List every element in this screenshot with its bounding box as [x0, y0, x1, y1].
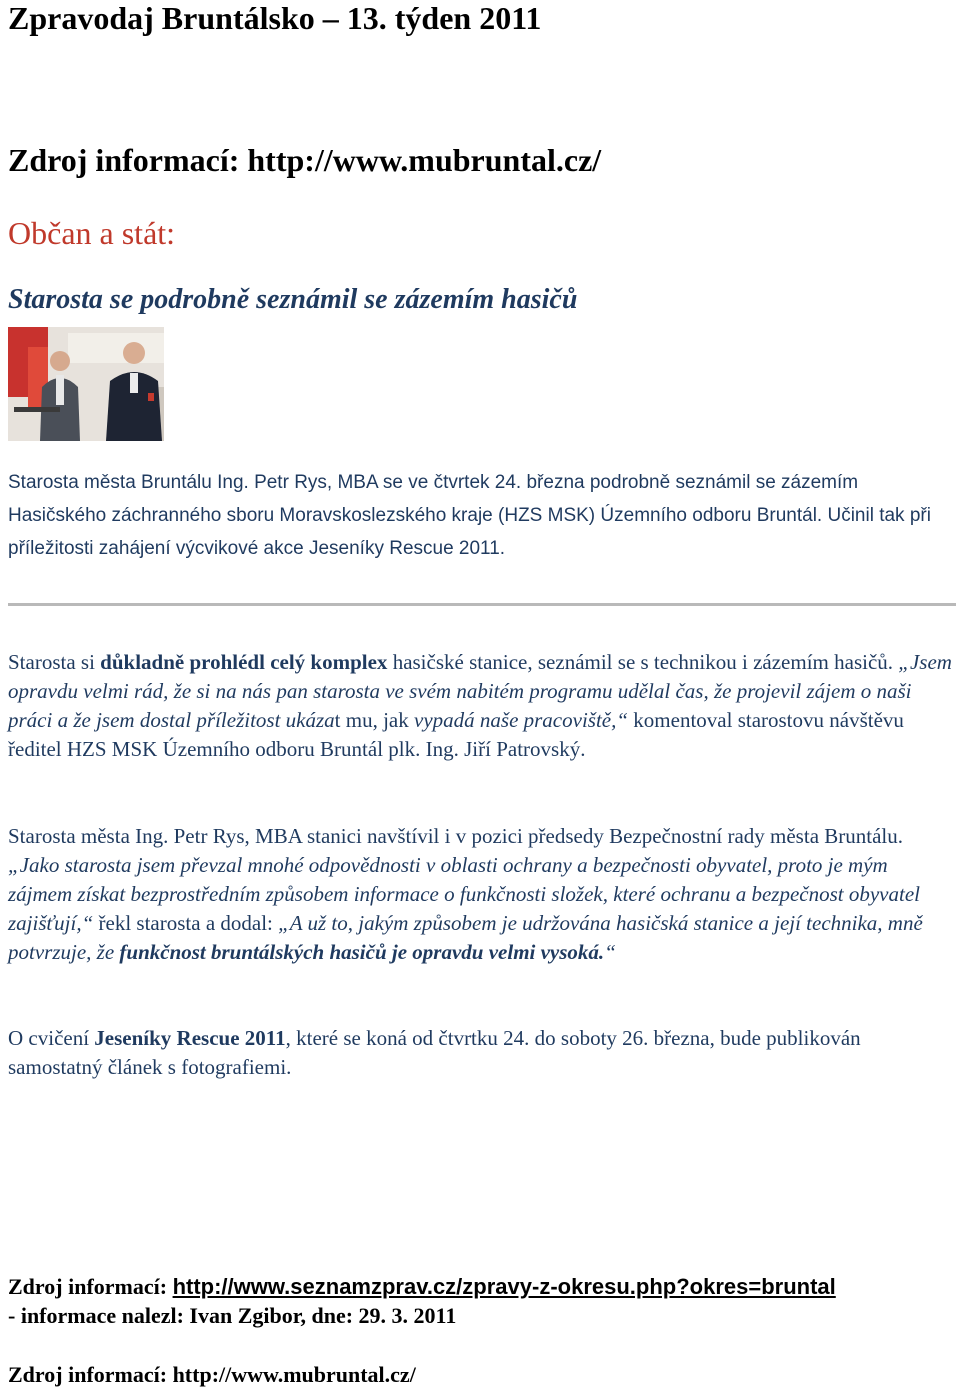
article-photo [8, 327, 164, 441]
source-line: Zdroj informací: http://www.mubruntal.cz/ [8, 142, 602, 178]
p1-text-a: Starosta si [8, 650, 101, 674]
p1-text-c: hasičské stanice, seznámil se s technikou i zázemím hasičů. [387, 650, 899, 674]
p1-quote: „Jsem opravdu velmi rád, že si na nás pan starosta ve svém nabitém programu udělal čas, že projevil zájem o naši práci a že jsem dostal příležitost ukáza [8, 650, 952, 732]
p2-quote-2: „A už to, jakým způsobem je udržována hasičská stanice a její technika, mně potvrzuje, že [8, 911, 923, 964]
p2-bold-italic: funkčnost bruntálských hasičů je opravdu velmi vysoká. [119, 940, 605, 964]
section-heading: Občan a stát: [8, 215, 176, 251]
p2-text-c: řekl starosta a dodal: [93, 911, 279, 935]
article-paragraph-2 [8, 822, 953, 967]
article-title: Starosta se podrobně seznámil se zázemím hasičů [8, 284, 578, 315]
p2-quote-end: “ [604, 940, 616, 964]
next-source-line: Zdroj informací: http://www.mubruntal.cz/ [8, 1362, 416, 1387]
p1-text-e: t mu, jak [334, 708, 414, 732]
newsletter-title: Zpravodaj Bruntálsko – 13. týden 2011 [8, 0, 542, 36]
p2-quote: „Jako starosta jsem převzal mnohé odpovědnosti v oblasti ochrany a bezpečnosti obyvatel, proto je mým zájmem získat bezprostředním způsobem informace o funkčnosti složek, které ochranu a bezpečnost obyvatel zajišťují,“ [8, 853, 920, 935]
p3-text-c: , které se koná od čtvrtku 24. do soboty 26. března, bude publikován samostatný článek s fotografiemi. [8, 1026, 861, 1079]
p2-text-a: Starosta města Ing. Petr Rys, MBA stanici navštívil i v pozici předsedy Bezpečnostní rady města Bruntálu. [8, 824, 904, 848]
footer-source [8, 1274, 836, 1300]
photo-image-icon [8, 327, 164, 441]
p3-text-a: O cvičení [8, 1026, 95, 1050]
article-paragraph-1 [8, 648, 953, 764]
p1-text-g: komentoval starostovu návštěvu ředitel HZS MSK Územního odboru Bruntál plk. Ing. Jiří Patrovský. [8, 708, 904, 761]
footer-finder: - informace nalezl: Ivan Zgibor, dne: 29. 3. 2011 [8, 1303, 457, 1328]
footer-source-label: Zdroj informací: [8, 1274, 173, 1299]
p3-bold: Jeseníky Rescue 2011 [94, 1026, 286, 1050]
divider [8, 603, 956, 606]
p1-bold: důkladně prohlédl celý komplex [100, 650, 388, 674]
article-intro: Starosta města Bruntálu Ing. Petr Rys, MBA se ve čtvrtek 24. března podrobně seznámil se zázemím Hasičského záchranného sboru Moravskoslezského kraje (HZS MSK) Územního odboru Bruntál. Učinil tak při příležitosti zahájení výcvikové akce Jeseníky Rescue 2011. [8, 472, 931, 559]
article-paragraph-3 [8, 1024, 953, 1082]
footer-source-link[interactable]: http://www.seznamzprav.cz/zpravy-z-okresu.php?okres=bruntal [172, 1274, 836, 1299]
p1-quote-end: vypadá naše pracoviště,“ [414, 708, 629, 732]
